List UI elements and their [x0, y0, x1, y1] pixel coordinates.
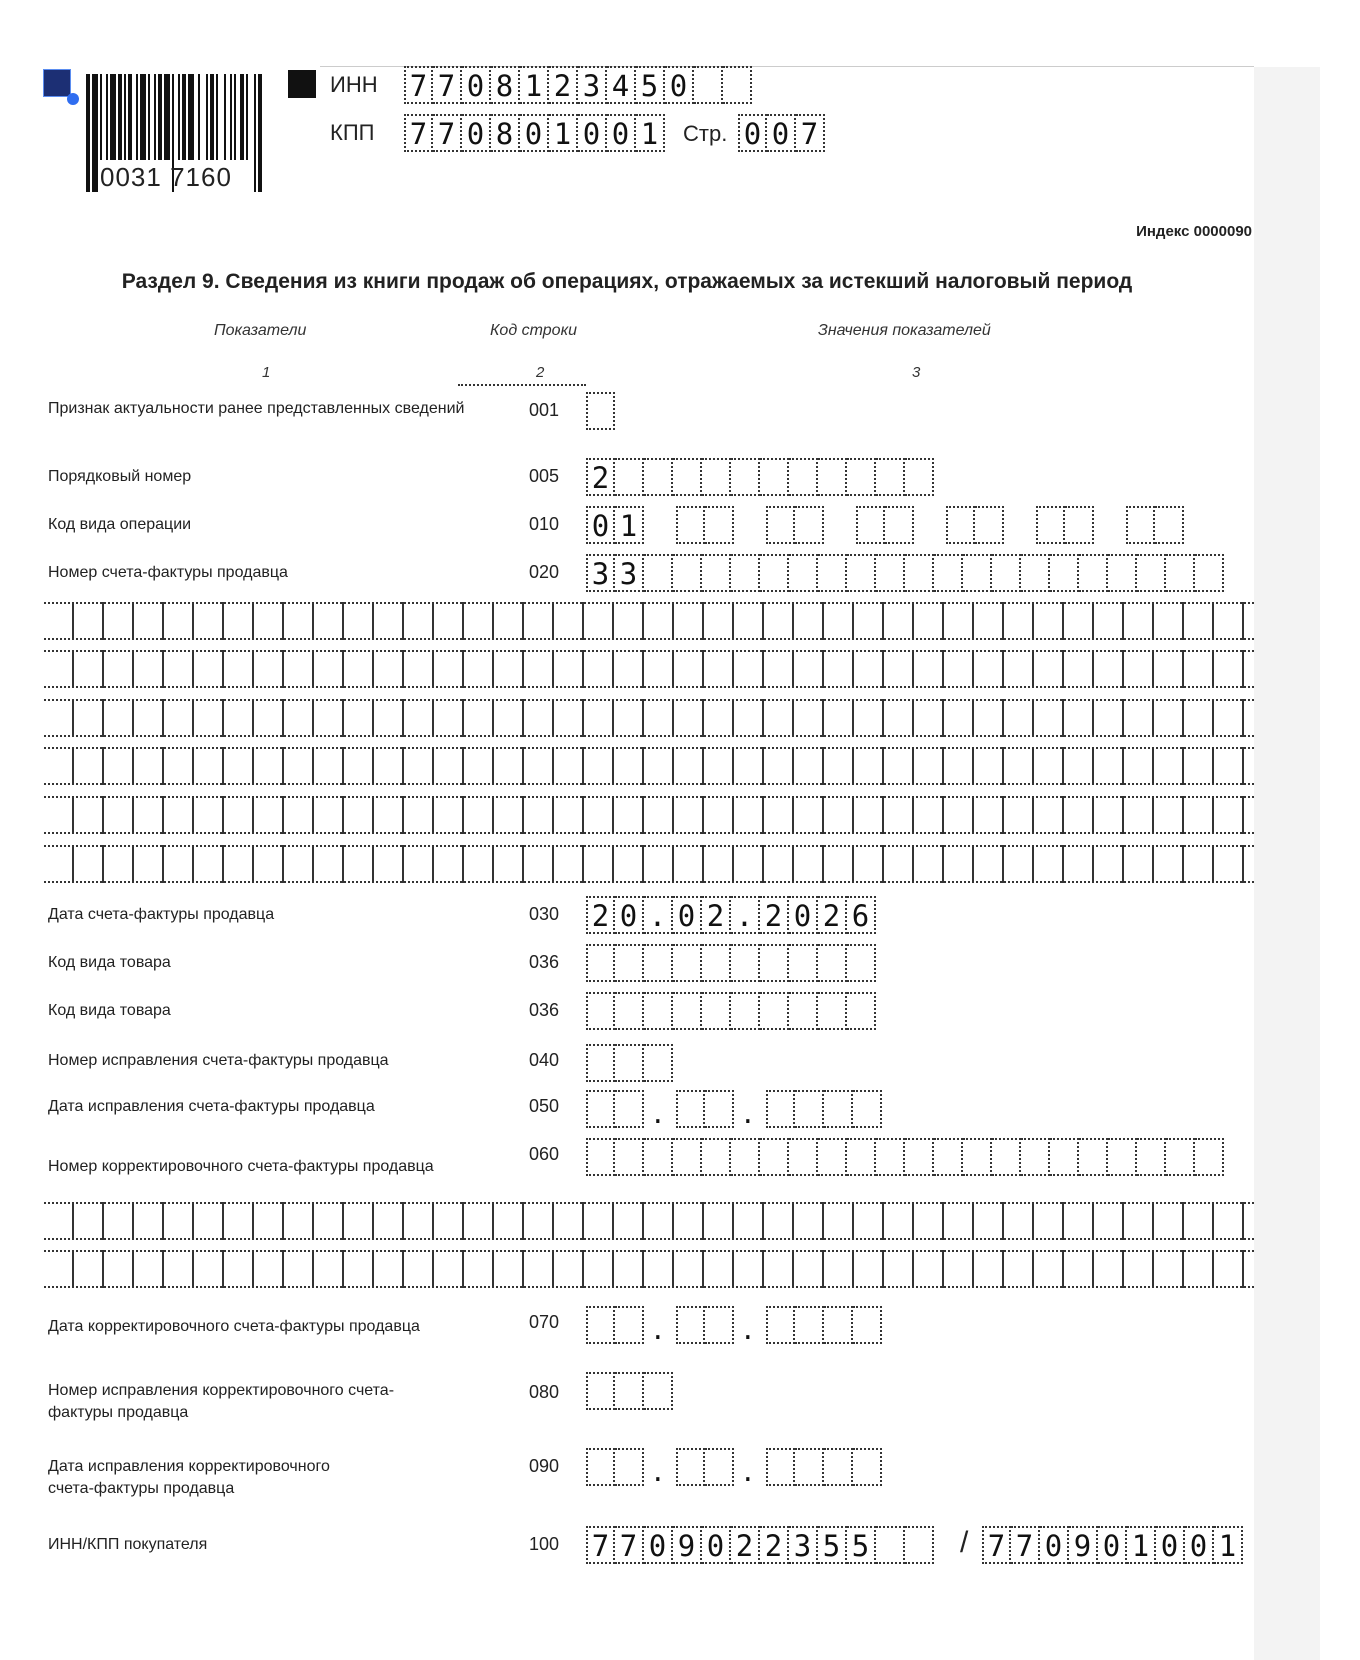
inn-digit-cell[interactable]: 0 — [665, 66, 694, 104]
cell[interactable] — [766, 1306, 795, 1344]
kpp-digit-cell[interactable]: 0 — [520, 114, 549, 152]
cell[interactable] — [586, 1044, 615, 1082]
cell[interactable] — [824, 1448, 853, 1486]
col-header-indicators: Показатели — [214, 322, 307, 339]
cell[interactable]: 0 — [586, 506, 615, 544]
barcode-bar — [240, 74, 244, 160]
cell[interactable]: 0 — [1098, 1526, 1127, 1564]
row-060-field[interactable] — [586, 1138, 1224, 1176]
row-010-code: 010 — [528, 514, 560, 534]
row-060-label: Номер корректировочного счета-фактуры продавца — [48, 1158, 434, 1175]
date-part-group[interactable] — [676, 1448, 734, 1486]
barcode-bar — [234, 74, 236, 160]
page-label: Стр. — [683, 121, 728, 146]
date-part-group[interactable] — [676, 1090, 734, 1128]
cell[interactable] — [847, 554, 876, 592]
date-separator: . — [740, 1458, 756, 1488]
cell[interactable] — [885, 506, 914, 544]
cell[interactable] — [615, 1448, 644, 1486]
cell[interactable] — [818, 1138, 847, 1176]
cell[interactable] — [766, 1448, 795, 1486]
cell[interactable] — [586, 1448, 615, 1486]
date-part-group[interactable] — [586, 1448, 644, 1486]
row-020-continuation-1[interactable] — [44, 602, 1254, 640]
row-005-code: 005 — [528, 466, 560, 486]
cell[interactable] — [615, 944, 644, 982]
cell[interactable] — [853, 1306, 882, 1344]
barcode-bar — [216, 74, 218, 160]
barcode-bar — [230, 74, 232, 160]
barcode-bar — [224, 74, 226, 160]
barcode-bar — [136, 74, 138, 160]
inn-digit-cell[interactable]: 7 — [404, 66, 433, 104]
operation-code-group[interactable] — [586, 506, 644, 544]
cell[interactable]: 2 — [702, 896, 731, 934]
row-020-continuation-5[interactable] — [44, 796, 1254, 834]
barcode-bar — [198, 74, 200, 160]
cell[interactable] — [1195, 1138, 1224, 1176]
page-digit-cell[interactable]: 0 — [738, 114, 767, 152]
inn-digit-cell[interactable]: 8 — [491, 66, 520, 104]
row-040-code: 040 — [528, 1050, 560, 1070]
row-001-field[interactable] — [586, 392, 615, 430]
cell[interactable] — [876, 554, 905, 592]
cell[interactable] — [934, 1138, 963, 1176]
cell[interactable] — [789, 1138, 818, 1176]
cell[interactable] — [1166, 1138, 1195, 1176]
inn-digit-cell[interactable] — [694, 66, 723, 104]
cell[interactable] — [789, 458, 818, 496]
cell[interactable] — [702, 554, 731, 592]
kpp-digit-cell[interactable]: 1 — [549, 114, 578, 152]
cell[interactable]: 0 — [1040, 1526, 1069, 1564]
cell[interactable] — [795, 1306, 824, 1344]
barcode-bar — [110, 74, 116, 160]
cell[interactable] — [705, 1090, 734, 1128]
cell[interactable] — [676, 1306, 705, 1344]
row-060-code: 060 — [528, 1144, 560, 1164]
cell[interactable] — [760, 1138, 789, 1176]
barcode-bar — [92, 74, 98, 192]
cell[interactable]: 9 — [673, 1526, 702, 1564]
row-060-continuation-1[interactable] — [44, 1202, 1254, 1240]
kpp-field[interactable] — [404, 114, 665, 152]
row-070-code: 070 — [528, 1312, 560, 1332]
cell[interactable]: 0 — [615, 896, 644, 934]
cell[interactable] — [876, 1138, 905, 1176]
row-036b-label: Код вида товара — [48, 1002, 171, 1019]
date-part-group[interactable] — [766, 1306, 882, 1344]
row-060-continuation-2[interactable] — [44, 1250, 1254, 1288]
cell[interactable] — [766, 506, 795, 544]
cell[interactable] — [905, 554, 934, 592]
cell[interactable] — [586, 1090, 615, 1128]
barcode-bar — [188, 74, 194, 160]
kpp-digit-cell[interactable]: 0 — [462, 114, 491, 152]
inn-field[interactable] — [404, 66, 752, 104]
cell[interactable]: 0 — [1156, 1526, 1185, 1564]
cell[interactable]: 7 — [615, 1526, 644, 1564]
cell[interactable]: 7 — [982, 1526, 1011, 1564]
cell[interactable] — [1126, 506, 1155, 544]
date-part-group[interactable] — [766, 1090, 882, 1128]
row-100-code: 100 — [528, 1534, 560, 1554]
row-010-label: Код вида операции — [48, 516, 192, 533]
cell[interactable] — [615, 1090, 644, 1128]
barcode-bar — [154, 74, 156, 160]
row-020-continuation-4[interactable] — [44, 747, 1254, 785]
col-number-3: 3 — [912, 364, 921, 381]
row-100-buyer-kpp-field[interactable] — [982, 1526, 1243, 1564]
cell[interactable] — [760, 992, 789, 1030]
cell[interactable]: 0 — [1185, 1526, 1214, 1564]
cell[interactable] — [702, 992, 731, 1030]
cell[interactable] — [1036, 506, 1065, 544]
cell[interactable] — [853, 1448, 882, 1486]
cell[interactable] — [1021, 1138, 1050, 1176]
cell[interactable] — [853, 1090, 882, 1128]
page-digit-cell[interactable]: 7 — [796, 114, 825, 152]
cell[interactable] — [586, 392, 615, 430]
cell[interactable] — [856, 506, 885, 544]
inn-digit-cell[interactable] — [723, 66, 752, 104]
barcode-bar — [182, 74, 186, 160]
cell[interactable] — [795, 1448, 824, 1486]
corner-anchor-mark — [44, 70, 70, 96]
cell[interactable] — [963, 1138, 992, 1176]
cell[interactable] — [963, 554, 992, 592]
operation-code-group[interactable] — [1036, 506, 1094, 544]
row-100-label: ИНН/КПП покупателя — [48, 1536, 208, 1553]
cell[interactable] — [818, 554, 847, 592]
inn-digit-cell[interactable]: 2 — [549, 66, 578, 104]
col-number-2: 2 — [536, 364, 545, 381]
row-080-field[interactable] — [586, 1372, 673, 1410]
square-registration-mark — [288, 70, 316, 98]
row-020-continuation-6[interactable] — [44, 845, 1254, 883]
cell[interactable] — [1079, 1138, 1108, 1176]
col-number-1: 1 — [262, 364, 271, 381]
cell[interactable] — [1065, 506, 1094, 544]
operation-code-group[interactable] — [856, 506, 914, 544]
date-part-group[interactable] — [586, 1090, 644, 1128]
cell[interactable] — [644, 554, 673, 592]
inn-digit-cell[interactable]: 5 — [636, 66, 665, 104]
inn-digit-cell[interactable]: 7 — [433, 66, 462, 104]
operation-code-group[interactable] — [1126, 506, 1184, 544]
cell[interactable] — [702, 458, 731, 496]
cell[interactable] — [818, 458, 847, 496]
cell[interactable] — [818, 944, 847, 982]
cell[interactable] — [676, 1448, 705, 1486]
barcode-bar — [124, 74, 126, 160]
row-036b-field[interactable] — [586, 992, 876, 1030]
selection-handle-icon[interactable] — [67, 93, 79, 105]
barcode-bar — [148, 74, 150, 160]
section-title: Раздел 9. Сведения из книги продаж об операциях, отражаемых за истекший налоговый период — [121, 270, 1133, 293]
operation-code-group[interactable] — [946, 506, 1004, 544]
cell[interactable] — [905, 1526, 934, 1564]
row-036a-code: 036 — [528, 952, 560, 972]
barcode-bar — [140, 74, 146, 160]
cell[interactable] — [1137, 1138, 1166, 1176]
cell[interactable] — [818, 992, 847, 1030]
row-030-field[interactable] — [586, 896, 876, 934]
row-036a-label: Код вида товара — [48, 954, 171, 971]
cell[interactable] — [673, 554, 702, 592]
cell[interactable] — [673, 458, 702, 496]
row-100-slash: / — [960, 1526, 969, 1559]
cell[interactable] — [644, 1044, 673, 1082]
row-050-code: 050 — [528, 1096, 560, 1116]
cell[interactable]: . — [644, 896, 673, 934]
cell[interactable] — [1021, 554, 1050, 592]
cell[interactable]: 1 — [1214, 1526, 1243, 1564]
operation-code-group[interactable] — [676, 506, 734, 544]
date-part-group[interactable] — [766, 1448, 882, 1486]
inn-digit-cell[interactable]: 0 — [462, 66, 491, 104]
cell[interactable] — [905, 1138, 934, 1176]
row-020-continuation-2[interactable] — [44, 650, 1254, 688]
cell[interactable] — [705, 506, 734, 544]
date-part-group[interactable] — [586, 1306, 644, 1344]
cell[interactable] — [975, 506, 1004, 544]
cell[interactable] — [673, 1138, 702, 1176]
inn-label: ИНН — [330, 72, 378, 97]
cell[interactable]: . — [731, 896, 760, 934]
operation-code-group[interactable] — [766, 506, 824, 544]
cell[interactable] — [615, 1044, 644, 1082]
row-005-field[interactable] — [586, 458, 934, 496]
date-separator: . — [650, 1100, 666, 1130]
cell[interactable] — [847, 1138, 876, 1176]
cell[interactable] — [905, 458, 934, 496]
row-050-label: Дата исправления счета-фактуры продавца — [48, 1098, 375, 1115]
date-part-group[interactable] — [676, 1306, 734, 1344]
barcode-bar — [178, 74, 180, 160]
cell[interactable] — [586, 1306, 615, 1344]
barcode-bar — [118, 74, 122, 160]
cell[interactable] — [876, 458, 905, 496]
cell[interactable]: 6 — [847, 896, 876, 934]
row-040-label: Номер исправления счета-фактуры продавца — [48, 1052, 389, 1069]
cell[interactable] — [1079, 554, 1108, 592]
barcode-bar — [164, 74, 170, 160]
cell[interactable] — [586, 1138, 615, 1176]
cell[interactable]: 0 — [644, 1526, 673, 1564]
kpp-digit-cell[interactable]: 1 — [636, 114, 665, 152]
cell[interactable]: 0 — [789, 896, 818, 934]
cell[interactable] — [1166, 554, 1195, 592]
barcode-bar — [86, 74, 90, 192]
cell[interactable] — [705, 1306, 734, 1344]
cell[interactable] — [615, 458, 644, 496]
cell[interactable] — [731, 1138, 760, 1176]
cell[interactable] — [586, 1372, 615, 1410]
page-digit-cell[interactable]: 0 — [767, 114, 796, 152]
cell[interactable] — [644, 944, 673, 982]
page-margin-strip — [1254, 67, 1320, 1660]
cell[interactable] — [789, 554, 818, 592]
cell[interactable] — [992, 1138, 1021, 1176]
cell[interactable] — [673, 992, 702, 1030]
cell[interactable] — [824, 1090, 853, 1128]
date-separator: . — [650, 1458, 666, 1488]
barcode-bar — [128, 74, 132, 160]
cell[interactable]: 2 — [760, 896, 789, 934]
row-036b-code: 036 — [528, 1000, 560, 1020]
row-020-code: 020 — [528, 562, 560, 582]
cell[interactable] — [934, 554, 963, 592]
barcode-bar — [258, 74, 262, 192]
row-020-field[interactable] — [586, 554, 1224, 592]
cell[interactable]: 5 — [847, 1526, 876, 1564]
cell[interactable] — [644, 992, 673, 1030]
row-070-label: Дата корректировочного счета-фактуры продавца — [48, 1318, 420, 1335]
cell[interactable]: 2 — [731, 1526, 760, 1564]
cell[interactable] — [586, 992, 615, 1030]
cell[interactable] — [1155, 506, 1184, 544]
cell[interactable]: 2 — [586, 896, 615, 934]
page-number-field[interactable] — [738, 114, 825, 152]
row-001-label: Признак актуальности ранее представленных сведений — [48, 400, 465, 417]
row-090-code: 090 — [528, 1456, 560, 1476]
row-100-buyer-inn-field[interactable] — [586, 1526, 934, 1564]
cell[interactable] — [1195, 554, 1224, 592]
cell[interactable] — [992, 554, 1021, 592]
barcode-bar — [246, 74, 248, 160]
cell[interactable] — [847, 944, 876, 982]
row-080-label: Номер исправления корректировочного счета-фактуры продавца — [48, 1382, 395, 1421]
kpp-digit-cell[interactable]: 7 — [404, 114, 433, 152]
cell[interactable]: 3 — [789, 1526, 818, 1564]
cell[interactable]: 3 — [586, 554, 615, 592]
cell[interactable] — [847, 458, 876, 496]
cell[interactable] — [1108, 1138, 1137, 1176]
cell[interactable]: 9 — [1069, 1526, 1098, 1564]
cell[interactable] — [644, 1138, 673, 1176]
cell[interactable] — [644, 1372, 673, 1410]
barcode-bar — [158, 74, 162, 160]
code-column-rule — [458, 384, 586, 386]
cell[interactable] — [1050, 554, 1079, 592]
cell[interactable]: 2 — [760, 1526, 789, 1564]
cell[interactable] — [789, 944, 818, 982]
cell[interactable] — [731, 992, 760, 1030]
cell[interactable] — [847, 992, 876, 1030]
cell[interactable]: 2 — [818, 896, 847, 934]
barcode-bar — [106, 74, 108, 160]
cell[interactable] — [702, 944, 731, 982]
row-020-label: Номер счета-фактуры продавца — [48, 564, 288, 581]
cell[interactable] — [705, 1448, 734, 1486]
cell[interactable] — [615, 1138, 644, 1176]
cell[interactable] — [760, 458, 789, 496]
cell[interactable] — [615, 1372, 644, 1410]
cell[interactable] — [760, 944, 789, 982]
barcode-bar — [254, 74, 256, 192]
cell[interactable] — [673, 944, 702, 982]
date-separator: . — [650, 1316, 666, 1346]
cell[interactable] — [676, 506, 705, 544]
date-separator: . — [740, 1100, 756, 1130]
row-090-label: Дата исправления корректировочного счета-фактуры продавца — [48, 1458, 330, 1497]
row-001-code: 001 — [528, 400, 560, 420]
kpp-digit-cell[interactable]: 0 — [578, 114, 607, 152]
cell[interactable] — [1050, 1138, 1079, 1176]
kpp-digit-cell[interactable]: 7 — [433, 114, 462, 152]
inn-digit-cell[interactable]: 3 — [578, 66, 607, 104]
form-index: Индекс 0000090 — [1136, 223, 1252, 240]
cell[interactable] — [615, 1306, 644, 1344]
cell[interactable]: 7 — [586, 1526, 615, 1564]
cell[interactable] — [731, 458, 760, 496]
kpp-digit-cell[interactable]: 8 — [491, 114, 520, 152]
cell[interactable]: 0 — [702, 1526, 731, 1564]
cell[interactable] — [731, 554, 760, 592]
barcode-digits: 0031 7160 — [100, 162, 232, 192]
cell[interactable] — [702, 1138, 731, 1176]
cell[interactable]: 2 — [586, 458, 615, 496]
cell[interactable] — [760, 554, 789, 592]
kpp-digit-cell[interactable]: 0 — [607, 114, 636, 152]
cell[interactable] — [615, 992, 644, 1030]
cell[interactable]: 1 — [1127, 1526, 1156, 1564]
cell[interactable]: 1 — [615, 506, 644, 544]
cell[interactable] — [766, 1090, 795, 1128]
col-header-row-code: Код строки — [490, 322, 578, 339]
row-030-label: Дата счета-фактуры продавца — [48, 906, 275, 923]
cell[interactable] — [731, 944, 760, 982]
cell[interactable] — [676, 1090, 705, 1128]
row-036a-field[interactable] — [586, 944, 876, 982]
cell[interactable]: 5 — [818, 1526, 847, 1564]
kpp-label: КПП — [330, 120, 375, 145]
date-separator: . — [740, 1316, 756, 1346]
cell[interactable] — [795, 1090, 824, 1128]
row-040-field[interactable] — [586, 1044, 673, 1082]
row-005-label: Порядковый номер — [48, 468, 192, 485]
cell[interactable]: 7 — [1011, 1526, 1040, 1564]
cell[interactable] — [824, 1306, 853, 1344]
row-080-code: 080 — [528, 1382, 560, 1402]
barcode-bar — [206, 74, 208, 160]
col-header-values: Значения показателей — [818, 322, 991, 339]
cell[interactable] — [644, 458, 673, 496]
row-030-code: 030 — [528, 904, 560, 924]
barcode-bar — [210, 74, 214, 160]
barcode-bar — [100, 74, 102, 160]
cell[interactable] — [1108, 554, 1137, 592]
cell[interactable] — [1137, 554, 1166, 592]
cell[interactable] — [795, 506, 824, 544]
inn-digit-cell[interactable]: 1 — [520, 66, 549, 104]
cell[interactable] — [586, 944, 615, 982]
cell[interactable] — [946, 506, 975, 544]
inn-digit-cell[interactable]: 4 — [607, 66, 636, 104]
cell[interactable] — [876, 1526, 905, 1564]
cell[interactable]: 3 — [615, 554, 644, 592]
cell[interactable]: 0 — [673, 896, 702, 934]
row-020-continuation-3[interactable] — [44, 699, 1254, 737]
cell[interactable] — [789, 992, 818, 1030]
